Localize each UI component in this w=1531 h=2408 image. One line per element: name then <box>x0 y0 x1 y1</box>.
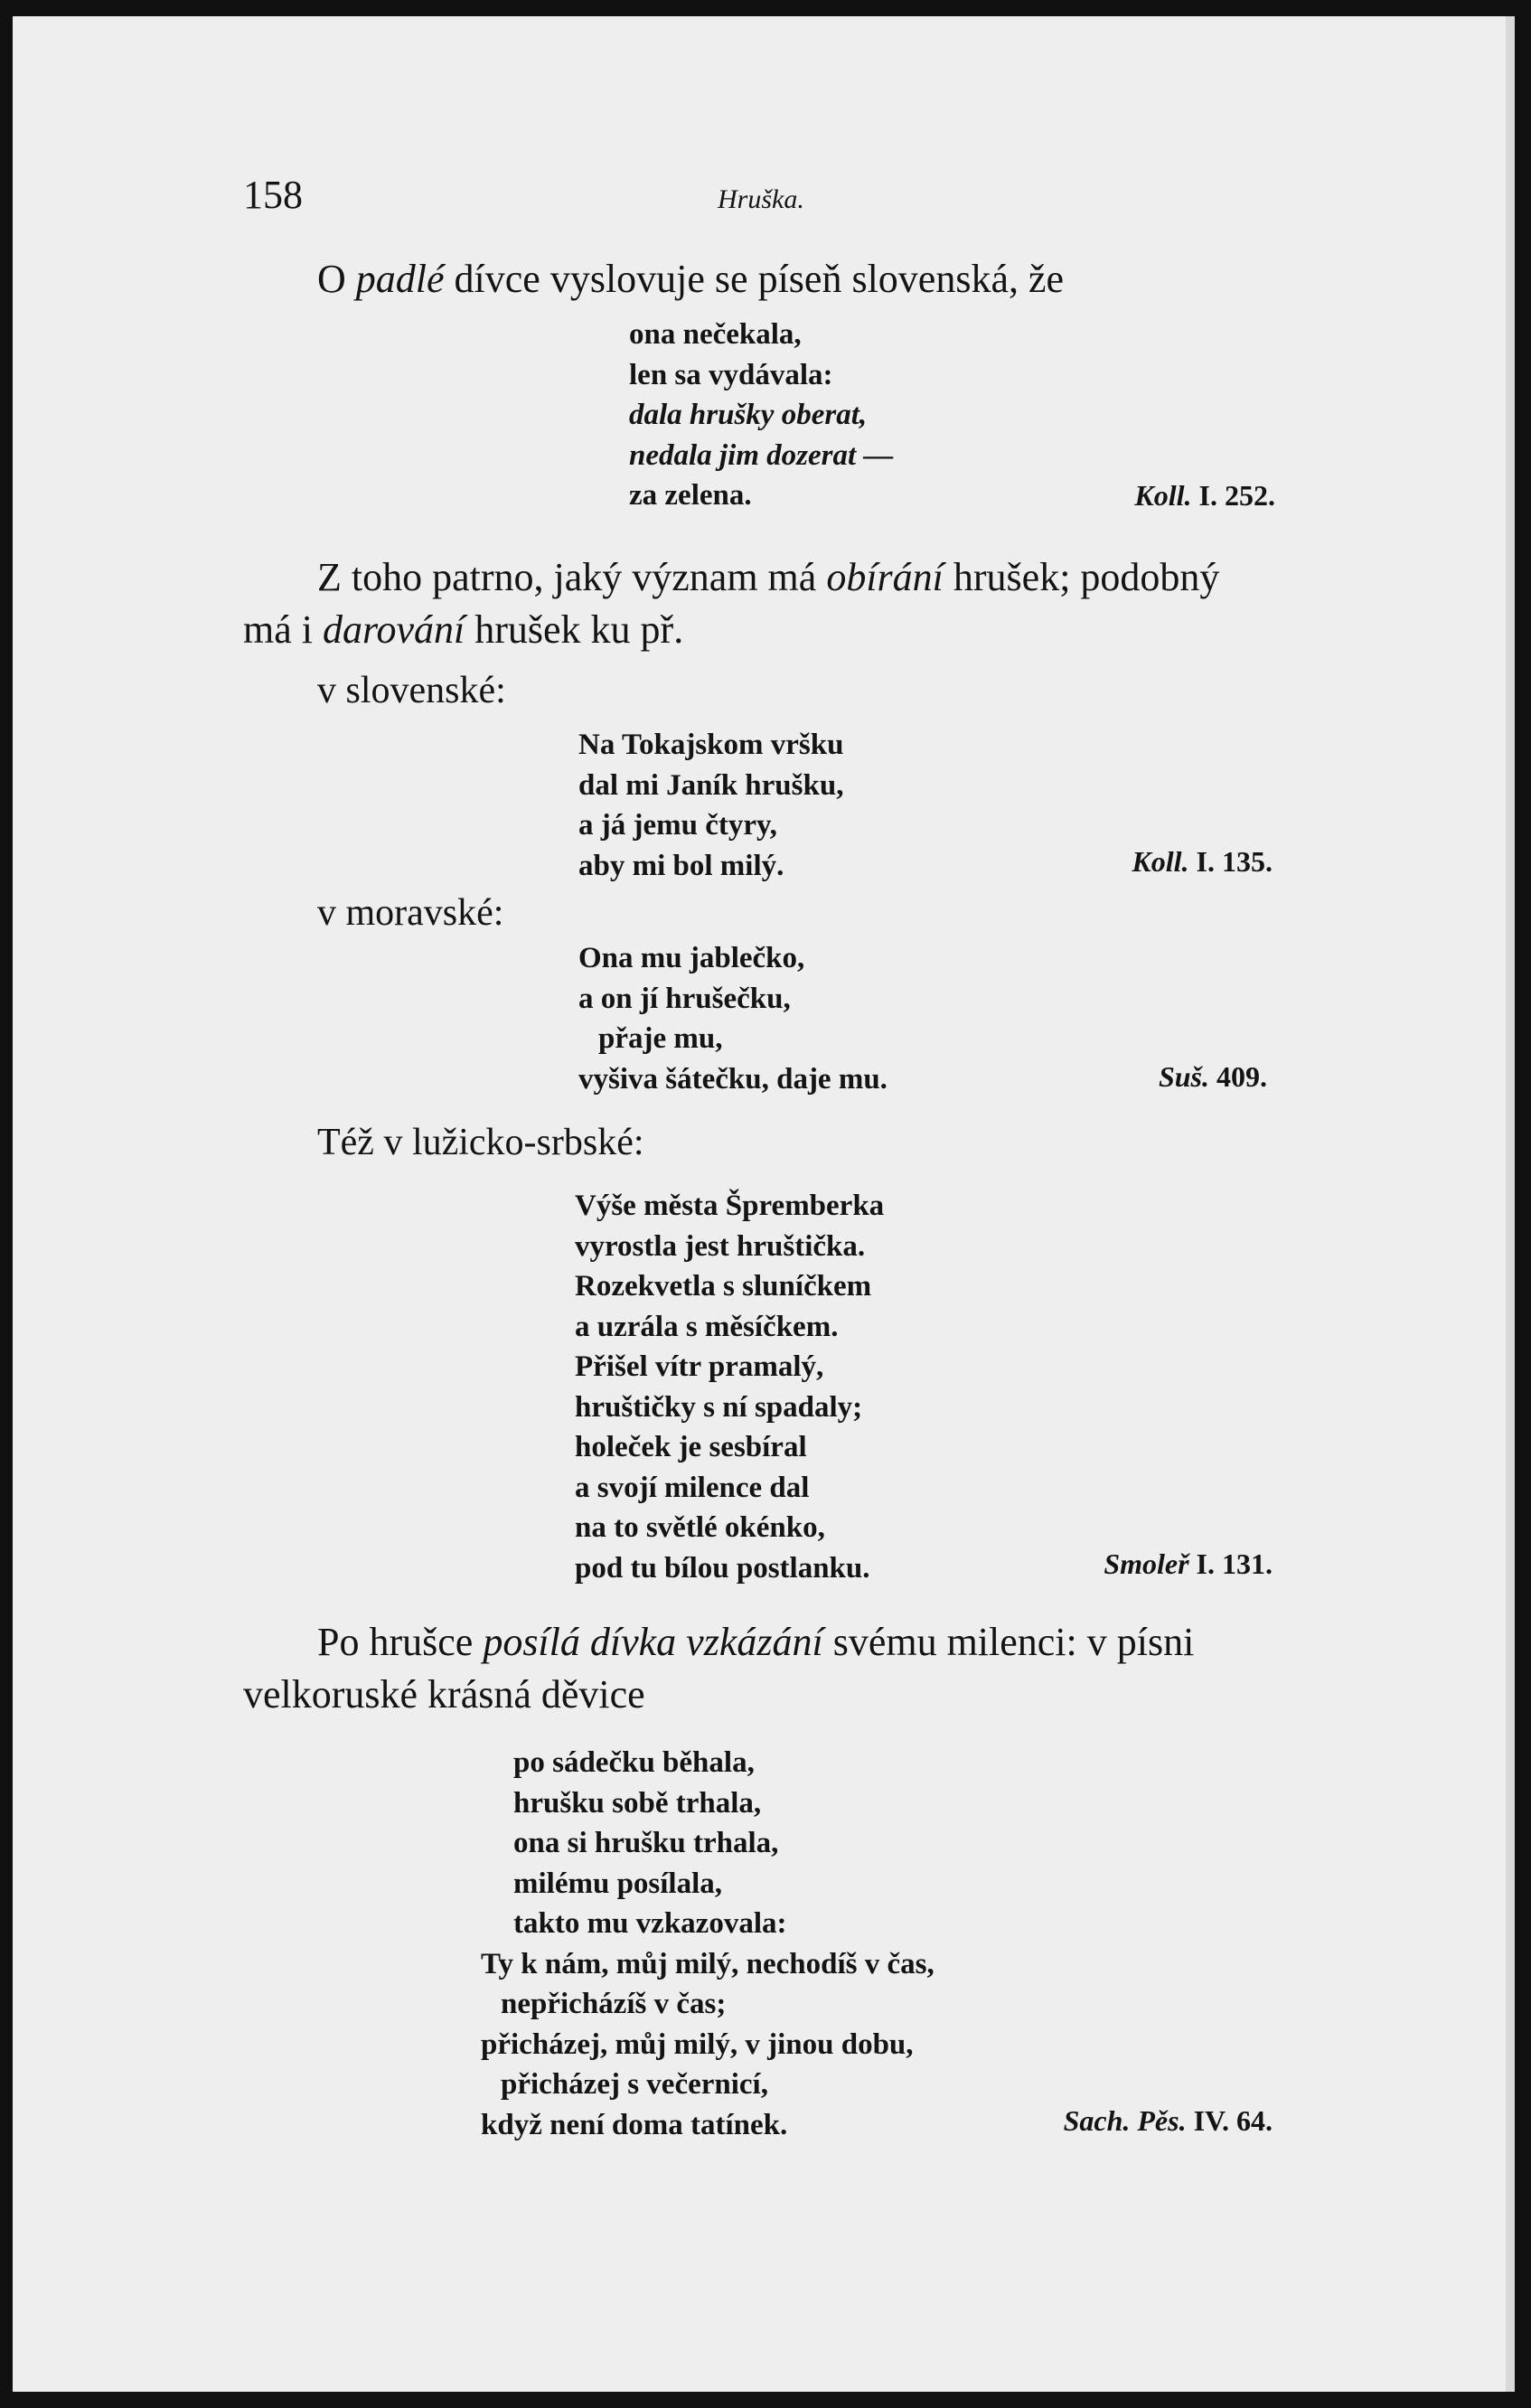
verse-line: pod tu bílou postlanku. <box>575 1551 870 1585</box>
running-header <box>13 172 1506 226</box>
verse-line: a on jí hrušečku, <box>578 982 791 1015</box>
verse-moravian <box>578 938 888 1099</box>
paragraph-meaning: Z toho patrno, jaký význam má obírání hrušek; podobný má i darování hrušek ku př. <box>243 555 1220 652</box>
emphasis-posila: posílá dívka vzkázání <box>483 1620 823 1664</box>
verse-line: ona nečekala, <box>629 318 802 351</box>
label-slovak: v slovenské: <box>317 670 506 711</box>
emphasis-darovani: darování <box>322 607 465 652</box>
verse-line: holeček je sesbíral <box>575 1431 807 1463</box>
verse-line: vyšiva šátečku, daje mu. <box>578 1062 888 1096</box>
verse-line: Ona mu jablečko, <box>578 942 805 974</box>
verse-line: Výše města Špremberka <box>575 1190 885 1222</box>
verse-line: přicházej, můj milý, v jinou dobu, <box>481 2027 914 2061</box>
verse-sorbian <box>575 1186 884 1588</box>
emphasis-padle: padlé <box>355 257 445 301</box>
verse-line: nedala jim dozerat — <box>629 438 894 472</box>
verse-line: na to světlé okénko, <box>575 1511 825 1544</box>
verse-line: milému posílala, <box>513 1867 723 1900</box>
verse-slovak-2 <box>578 725 843 886</box>
paragraph-message: Po hrušce posílá dívka vzkázání svému milenci: v písni velkoruské krásná děvice <box>243 1620 1195 1717</box>
label-sorbian: Též v lužicko-srbské: <box>317 1122 644 1163</box>
label-moravian: v moravské: <box>317 892 504 934</box>
verse-line: len sa vydávala: <box>629 358 833 391</box>
citation-smoler-131: Smoleř I. 131. <box>1104 1547 1273 1580</box>
emphasis-obirani: obírání <box>826 555 944 599</box>
citation-koll-135: Koll. I. 135. <box>1132 845 1273 878</box>
verse-line: a svojí milence dal <box>575 1471 810 1504</box>
verse-line: hrušku sobě trhala, <box>513 1786 762 1820</box>
verse-line: přicházej s večernicí, <box>501 2068 768 2101</box>
verse-slovak-1 <box>629 315 893 516</box>
verse-line: hruštičky s ní spadaly; <box>575 1390 863 1424</box>
verse-line: nepřicházíš v čas; <box>501 1988 727 2020</box>
verse-line: a uzrála s měsíčkem. <box>575 1310 839 1343</box>
page-edge <box>1506 16 1515 2392</box>
verse-line: a já jemu čtyry, <box>578 809 777 842</box>
verse-line: Ty k nám, můj milý, nechodíš v čas, <box>481 1947 935 1980</box>
verse-line: když není doma tatínek. <box>481 2108 788 2141</box>
verse-line: ona si hrušku trhala, <box>513 1827 779 1859</box>
verse-line: Na Tokajskom vršku <box>578 729 844 761</box>
page-number: 158 <box>243 173 303 217</box>
paragraph-intro: O padlé dívce vyslovuje se píseň slovenská, že <box>317 257 1065 301</box>
citation-sus-409: Suš. 409. <box>1158 1060 1267 1093</box>
verse-line: Rozekvetla s sluníčkem <box>575 1270 872 1303</box>
verse-line: dala hrušky oberat, <box>629 399 868 431</box>
verse-line: takto mu vzkazovala: <box>513 1907 787 1940</box>
verse-line: po sádečku běhala, <box>513 1746 755 1779</box>
citation-sach-64: Sach. Pěs. IV. 64. <box>1063 2104 1273 2137</box>
book-page <box>13 16 1506 2392</box>
verse-line: Přišel vítr pramalý, <box>575 1350 824 1383</box>
verse-line: za zelena. <box>629 479 752 512</box>
verse-line: aby mi bol milý. <box>578 849 784 882</box>
citation-koll-252: Koll. I. 252. <box>1134 479 1275 512</box>
verse-line: dal mi Janík hrušku, <box>578 768 844 802</box>
verse-line: vyrostla jest hruštička. <box>575 1229 866 1263</box>
running-title: Hruška. <box>718 184 804 214</box>
verse-line: přaje mu, <box>598 1022 723 1055</box>
verse-russian <box>481 1743 935 2145</box>
